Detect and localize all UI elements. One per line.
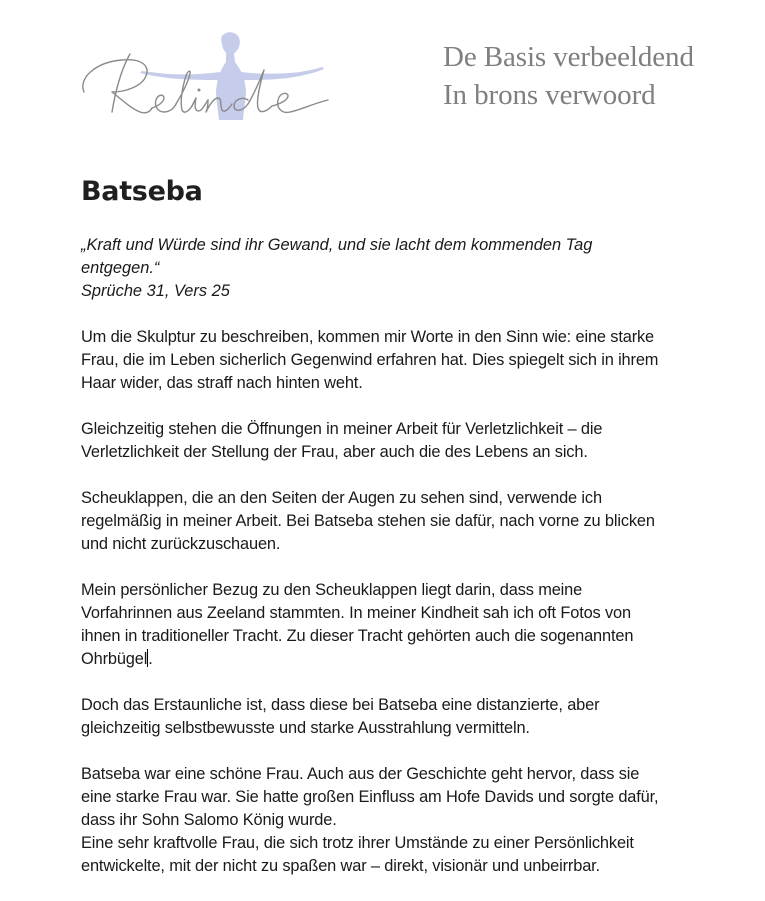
quote-line: entgegen.“	[81, 259, 160, 277]
document-title: Batseba	[81, 176, 203, 207]
text-line: Um die Skulptur zu beschreiben, kommen mir Worte in den Sinn wie: eine starke	[81, 328, 655, 346]
text-line: Eine sehr kraftvolle Frau, die sich trotz ihrer Umstände zu einer Persönlichkeit	[81, 834, 634, 852]
paragraph[interactable]	[81, 326, 721, 395]
header-tagline	[443, 38, 694, 114]
text-before-cursor: Ohrbügel	[81, 650, 148, 668]
bible-quote	[81, 234, 721, 303]
document-body	[81, 172, 721, 901]
quote-source: Sprüche 31, Vers 25	[81, 282, 230, 300]
paragraph[interactable]	[81, 579, 721, 671]
text-line: Vorfahrinnen aus Zeeland stammten. In meiner Kindheit sah ich oft Fotos von	[81, 604, 631, 622]
text-line: Scheuklappen, die an den Seiten der Augen zu sehen sind, verwende ich	[81, 489, 602, 507]
tagline-line: De Basis verbeeldend	[443, 41, 694, 73]
text-line: Batseba war eine schöne Frau. Auch aus der Geschichte geht hervor, dass sie	[81, 765, 640, 783]
text-line: Frau, die im Leben sicherlich Gegenwind erfahren hat. Dies spiegelt sich in ihrem	[81, 351, 659, 369]
text-line: Mein persönlicher Bezug zu den Scheuklappen liegt darin, dass meine	[81, 581, 583, 599]
paragraph[interactable]	[81, 694, 721, 740]
paragraph[interactable]	[81, 763, 721, 832]
text-line: regelmäßig in meiner Arbeit. Bei Batseba stehen sie dafür, nach vorne zu blicken	[81, 512, 655, 530]
text-line	[81, 648, 721, 671]
text-line: dass ihr Sohn Salomo König wurde.	[81, 811, 337, 829]
text-line: Verletzlichkeit der Stellung der Frau, aber auch die des Lebens an sich.	[81, 443, 588, 461]
logo-graphic	[76, 28, 338, 124]
dancer-figure-icon	[140, 32, 324, 120]
text-line: ihnen in traditioneller Tracht. Zu dieser Tracht gehörten auch die sogenannten	[81, 627, 634, 645]
quote-line: „Kraft und Würde sind ihr Gewand, und sie lacht dem kommenden Tag	[81, 236, 593, 254]
text-line: entwickelte, mit der nicht zu spaßen war – direkt, visionär und unbeirrbar.	[81, 857, 600, 875]
text-after-cursor: .	[148, 650, 153, 668]
paragraph[interactable]	[81, 487, 721, 556]
text-line: gleichzeitig selbstbewusste und starke Ausstrahlung vermitteln.	[81, 719, 530, 737]
relinde-logo	[76, 28, 338, 124]
text-line: Doch das Erstaunliche ist, dass diese bei Batseba eine distanzierte, aber	[81, 696, 600, 714]
text-line: und nicht zurückzuschauen.	[81, 535, 281, 553]
logo-script-text	[83, 54, 328, 113]
paragraph[interactable]	[81, 418, 721, 464]
tagline-line: In brons verwoord	[443, 79, 656, 111]
paragraph[interactable]	[81, 832, 721, 878]
text-line: Haar wider, das straff nach hinten weht.	[81, 374, 363, 392]
text-line: eine starke Frau war. Sie hatte großen Einfluss am Hofe Davids und sorgte dafür,	[81, 788, 659, 806]
text-line: Gleichzeitig stehen die Öffnungen in meiner Arbeit für Verletzlichkeit – die	[81, 420, 603, 438]
